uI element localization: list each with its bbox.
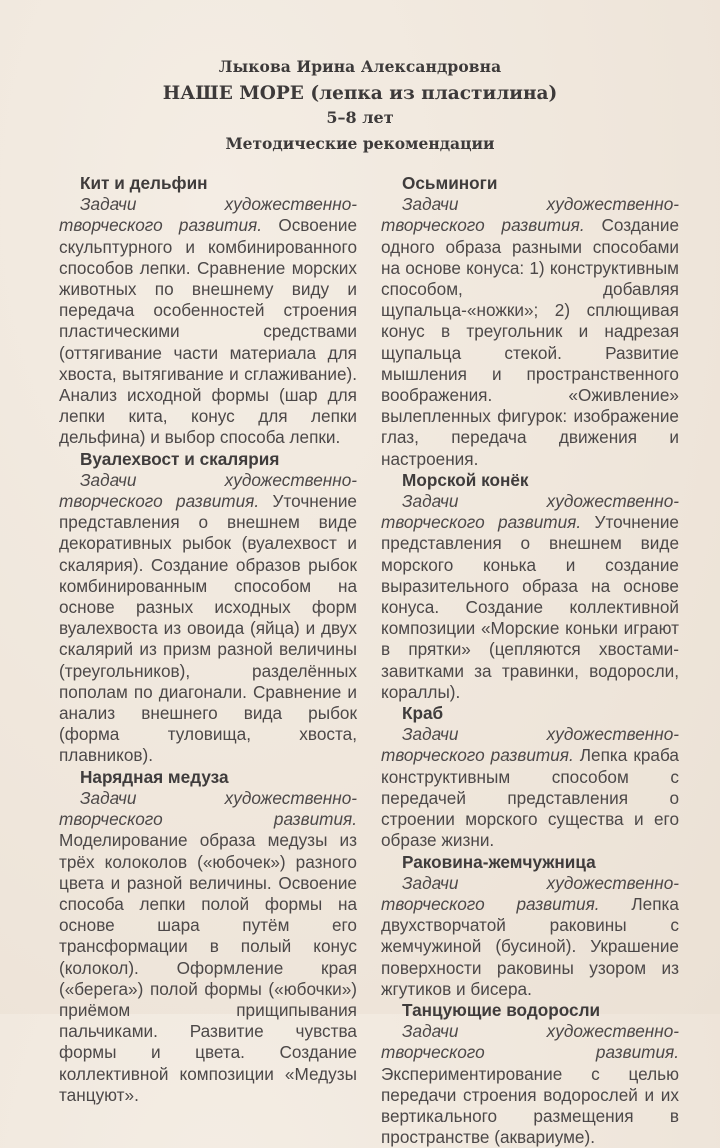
task-label: Задачи художественно-творческого развития. — [381, 724, 679, 766]
age-range: 5–8 лет — [326, 108, 394, 127]
section-heading: Нарядная медуза — [80, 766, 229, 787]
section-heading: Кит и дельфин — [80, 173, 208, 193]
task-label: Задачи художественно-творческого развития. — [381, 491, 679, 533]
task-label: Задачи художественно-творческого развития. — [381, 1021, 679, 1063]
section-body — [381, 1021, 679, 1148]
section-octopuses — [381, 173, 679, 470]
section-seahorse — [381, 470, 679, 703]
section-body — [59, 194, 357, 448]
section-dancing-seaweed — [381, 1000, 679, 1148]
section-body — [59, 470, 357, 767]
section-text: Освоение скульптурного и комбинированного способов лепки. Сравнение морских животных по внешнему виду и передача особенностей строения пластическими средствами (оттягивание части материала для хвоста, вытягивание и сглаживание). Анализ исходной формы (шар для лепки кита, конус для лепки дельфина) и выбор способа лепки. — [59, 215, 357, 448]
document-subtitle: Методические рекомендации — [225, 134, 495, 153]
section-text: Лепка двухстворчатой раковины с жемчужиной (бусиной). Украшение поверхности раковины узором из жгутиков и бисера. — [381, 893, 679, 999]
section-crab — [381, 703, 679, 851]
left-column — [59, 173, 357, 1106]
section-text: Моделирование образа медузы из трёх колоколов («юбочек») разного цвета и разной величины. Освоение способа лепки полой формы на основе шара путём его трансформации в полый конус (колокол). Оформление края («берега») полой формы («юбочки») приёмом прищипывания пальчиками. Развитие чувства формы и цвета. Создание коллективной композиции «Медузы танцуют». — [59, 830, 357, 1105]
right-column — [381, 173, 679, 1148]
author-name: Лыкова Ирина Александровна — [218, 57, 502, 76]
document-header — [0, 56, 720, 155]
task-label: Задачи художественно-творческого развития. — [381, 872, 679, 914]
section-body — [381, 873, 679, 1000]
section-pearl-shell — [381, 852, 679, 1000]
section-text: Лепка краба конструктивным способом с передачей представления о строении морского существа и его образе жизни. — [381, 745, 679, 851]
task-label: Задачи художественно-творческого развития. — [59, 469, 357, 512]
section-text: Экспериментирование с целью передачи строения водорослей и их вертикального размещения в пространстве (аквариуме). — [381, 1063, 679, 1148]
section-text: Создание одного образа разными способами на основе конуса: 1) конструктивным способом, добавляя щупальца-«ножки»; 2) сплющивая конус в треугольник и надрезая щупальца стекой. Развитие мышления и пространственного воображения. «Оживление» вылепленных фигурок: изображение глаз, передача движения и настроения. — [381, 215, 680, 469]
section-jellyfish — [59, 767, 357, 1106]
section-veiltail-angelfish — [59, 449, 357, 767]
title-main: НАШЕ МОРЕ — [162, 83, 304, 104]
section-text: Уточнение представления о внешнем виде морского конька и создание выразительного образа на основе конуса. Создание коллективной композиции «Морские коньки играют в прятки» (цепляются хвостами-завитками за травинки, водоросли, кораллы). — [381, 512, 679, 702]
title-sub: (лепка из пластилина) — [310, 83, 558, 104]
task-label: Задачи художественно-творческого развития. — [59, 194, 357, 236]
task-label: Задачи художественно-творческого развития. — [381, 194, 679, 236]
section-body — [59, 788, 357, 1106]
section-whale-dolphin — [59, 173, 357, 449]
section-heading: Краб — [402, 703, 444, 724]
section-heading: Вуалехвост и скалярия — [80, 448, 280, 469]
section-body — [381, 724, 679, 851]
document-title — [0, 82, 720, 106]
task-label: Задачи художественно-творческого развития. — [59, 787, 357, 830]
section-body — [381, 491, 679, 703]
section-heading: Раковина-жемчужница — [402, 851, 596, 872]
section-text: Уточнение представления о внешнем виде декоративных рыбок (вуалехвост и скалярия). Создание образов рыбок комбинированным способом на основе разных исходных форм вуалехвоста из овоида (яйца) и двух скалярий из призм разной величины (треугольников), разделённых пополам по диагонали. Сравнение и анализ внешнего вида рыбок (форма туловища, хвоста, плавников). — [59, 491, 357, 766]
section-heading: Осьминоги — [402, 173, 498, 193]
section-heading: Морской конёк — [402, 469, 529, 490]
section-heading: Танцующие водоросли — [402, 999, 601, 1020]
section-body — [381, 194, 679, 470]
